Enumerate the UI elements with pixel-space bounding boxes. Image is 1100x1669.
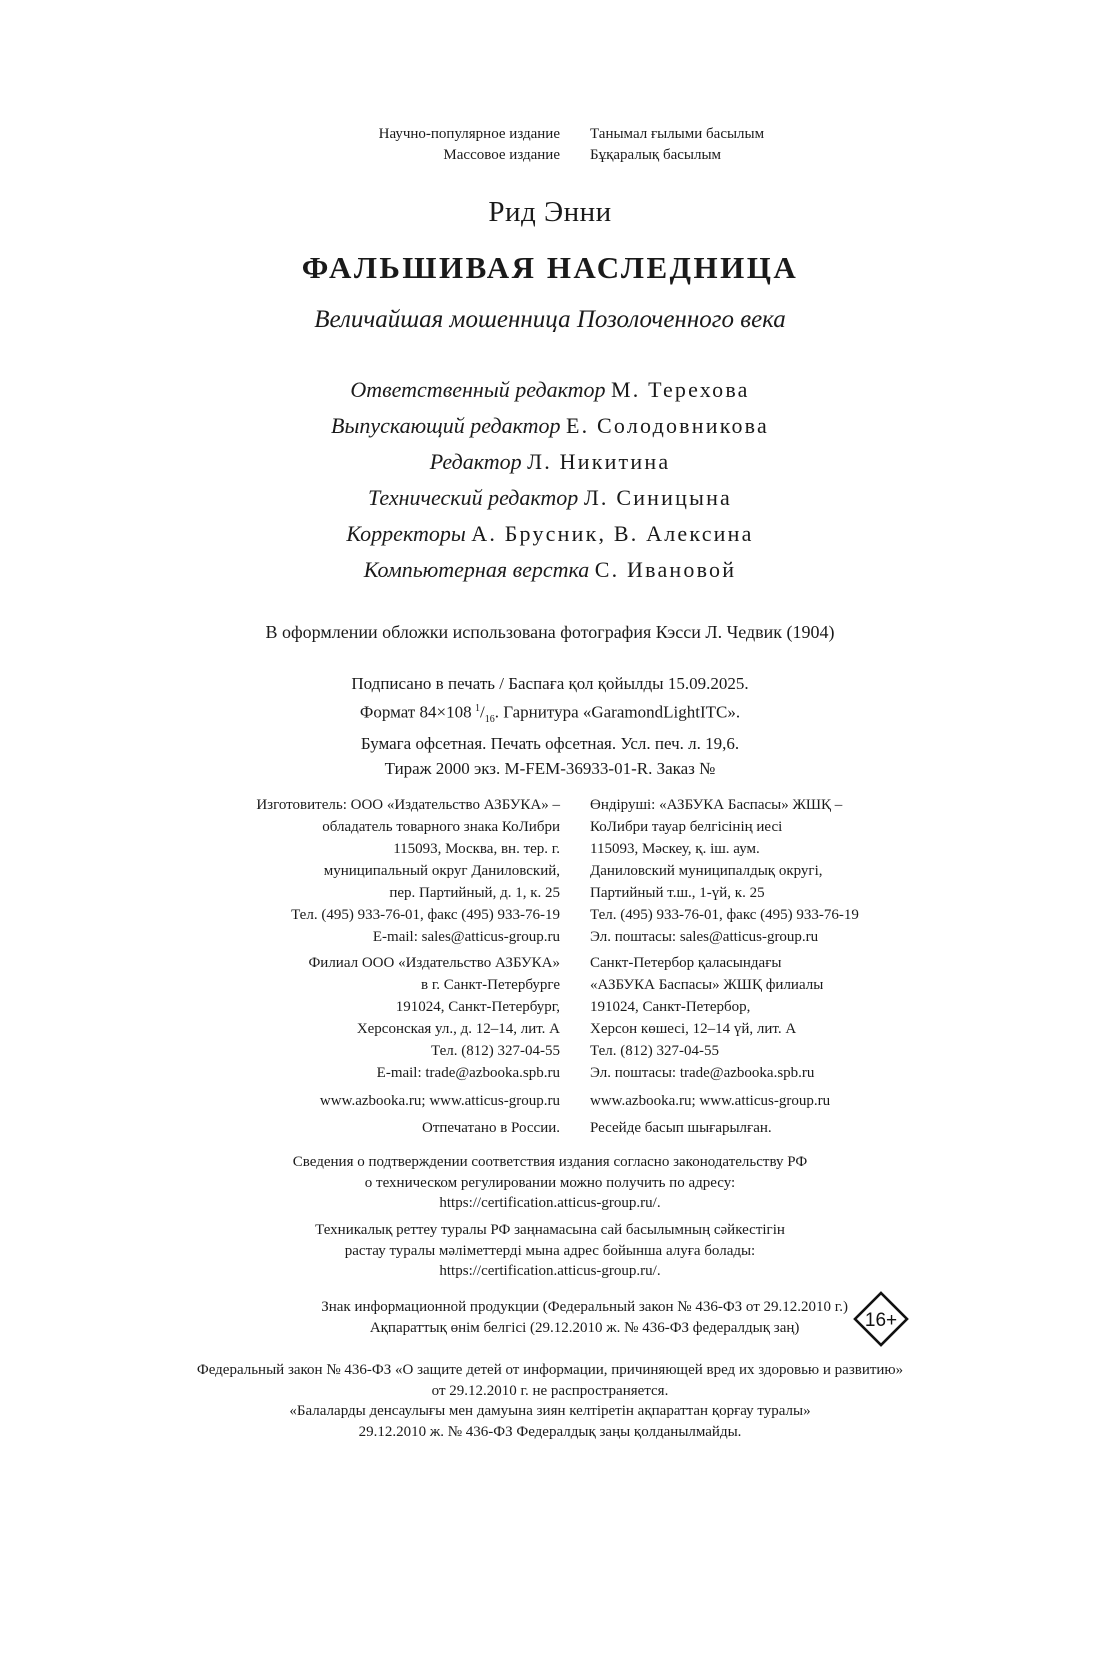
format-fraction-num: 1 bbox=[474, 702, 480, 714]
websites-kz bbox=[590, 1090, 830, 1112]
imprint-line: Тел. (812) 327-04-55 bbox=[431, 1043, 560, 1059]
imprint-email: Эл. поштасы: trade@azbooka.spb.ru bbox=[590, 1065, 815, 1081]
imprint-line: КоЛибри тауар белгісінің иесі bbox=[590, 819, 783, 835]
credit-role: Ответственный редактор bbox=[350, 377, 606, 402]
edition-type-line: Танымал ғылыми басылым bbox=[590, 126, 765, 142]
printed-in-text: Отпечатано в России. bbox=[422, 1120, 560, 1136]
law-notice-line: Федеральный закон № 436-ФЗ «О защите детей от информации, причиняющей вред их здоровью и развитию» bbox=[196, 1362, 904, 1378]
imprint-line: обладатель товарного знака КоЛибри bbox=[322, 819, 560, 835]
imprint-line: Тел. (495) 933-76-01, факс (495) 933-76-19 bbox=[590, 907, 859, 923]
law-notice-line: 29.12.2010 ж. № 436-ФЗ Федералдық заңы қолданылмайды. bbox=[358, 1423, 742, 1440]
edition-type-line: Массовое издание bbox=[443, 147, 560, 163]
credit-line bbox=[0, 444, 1100, 480]
credit-line bbox=[0, 552, 1100, 588]
imprint-line: пер. Партийный, д. 1, к. 25 bbox=[389, 885, 560, 901]
imprint-moscow-ru bbox=[256, 794, 560, 948]
certification-ru bbox=[0, 1152, 1100, 1214]
imprint-spb-kz bbox=[590, 952, 823, 1084]
imprint-line: 191024, Санкт-Петербор, bbox=[590, 999, 751, 1015]
imprint-line: Херсонская ул., д. 12–14, лит. А bbox=[356, 1021, 560, 1037]
credit-line bbox=[0, 516, 1100, 552]
print-run-line: Тираж 2000 экз. M-FEM-36933-01-R. Заказ № bbox=[384, 758, 716, 778]
certification-kz bbox=[0, 1220, 1100, 1282]
info-sign-line: Знак информационной продукции (Федеральный закон № 436-ФЗ от 29.12.2010 г.) bbox=[321, 1299, 848, 1315]
certification-url: https://certification.atticus-group.ru/. bbox=[439, 1195, 661, 1211]
credit-role: Корректоры bbox=[346, 521, 466, 546]
info-sign-text bbox=[321, 1297, 848, 1338]
credit-role: Выпускающий редактор bbox=[331, 413, 561, 438]
credit-name: Л. Никитина bbox=[527, 449, 671, 474]
imprint-line: в г. Санкт-Петербурге bbox=[421, 977, 560, 993]
imprint-line: 115093, Москва, вн. тер. г. bbox=[393, 841, 560, 857]
age-rating-badge bbox=[853, 1291, 909, 1347]
credits bbox=[0, 372, 1100, 588]
format-suffix: . Гарнитура «GaramondLightITC». bbox=[494, 702, 741, 722]
printed-in-ru bbox=[422, 1117, 560, 1139]
credit-line bbox=[0, 372, 1100, 408]
imprint-line: Санкт-Петербор қаласындағы bbox=[590, 955, 782, 971]
credit-name: Л. Синицына bbox=[583, 485, 733, 510]
law-notice bbox=[0, 1360, 1100, 1442]
cover-photo-note: В оформлении обложки использована фотография Кэсси Л. Чедвик (1904) bbox=[265, 622, 835, 642]
imprint-line: Даниловский муниципалдық округі, bbox=[590, 863, 823, 879]
websites-ru bbox=[320, 1090, 560, 1112]
certification-line: растау туралы мәліметтерді мына адрес бойынша алуға болады: bbox=[344, 1242, 756, 1259]
imprint-line: муниципальный округ Даниловский, bbox=[323, 863, 560, 879]
imprint-websites bbox=[0, 1090, 1100, 1114]
imprint-moscow bbox=[0, 794, 1100, 954]
imprint-moscow-kz bbox=[590, 794, 859, 948]
imprint-line: Изготовитель: ООО «Издательство АЗБУКА» – bbox=[256, 797, 560, 813]
format-line: Формат 84×108 $^1/_{16}$. Гарнитура «GaramondLightITC». bbox=[359, 702, 741, 725]
format-prefix: Формат 84×108 bbox=[359, 702, 472, 722]
law-notice-line: «Балаларды денсаулығы мен дамуына зиян келтіретін ақпараттан қорғау туралы» bbox=[289, 1403, 811, 1419]
certification-line: Техникалық реттеу туралы РФ заңнамасына сай басылымның сәйкестігін bbox=[315, 1222, 785, 1238]
imprint-line: Тел. (812) 327-04-55 bbox=[590, 1043, 719, 1059]
imprint-line: 191024, Санкт-Петербург, bbox=[395, 999, 560, 1015]
imprint-line: Партийный т.ш., 1-үй, к. 25 bbox=[590, 885, 765, 901]
edition-types-kz bbox=[590, 124, 764, 166]
website-links: www.azbooka.ru; www.atticus-group.ru bbox=[590, 1093, 831, 1109]
printed-in bbox=[0, 1117, 1100, 1141]
printed-in-text: Ресейде басып шығарылған. bbox=[590, 1120, 772, 1136]
certification-line: о техническом регулировании можно получить по адресу: bbox=[364, 1174, 736, 1191]
credit-name: А. Брусник, В. Алексина bbox=[471, 521, 754, 546]
author: Рид Энни bbox=[488, 196, 612, 228]
print-info bbox=[0, 672, 1100, 781]
paper-line: Бумага офсетная. Печать офсетная. Усл. печ. л. 19,6. bbox=[360, 734, 740, 754]
credit-name: М. Терехова bbox=[610, 377, 750, 402]
edition-type-line: Научно-популярное издание bbox=[378, 126, 560, 142]
imprint-line: Тел. (495) 933-76-01, факс (495) 933-76-19 bbox=[291, 907, 560, 923]
imprint-email: E-mail: sales@atticus-group.ru bbox=[372, 929, 560, 945]
book-title: ФАЛЬШИВАЯ НАСЛЕДНИЦА bbox=[301, 250, 799, 285]
law-notice-line: от 29.12.2010 г. не распространяется. bbox=[431, 1382, 669, 1399]
imprint-email: Эл. поштасы: sales@atticus-group.ru bbox=[590, 929, 819, 945]
imprint-email: E-mail: trade@azbooka.spb.ru bbox=[376, 1065, 560, 1081]
certification-url: https://certification.atticus-group.ru/. bbox=[439, 1263, 661, 1279]
credit-line bbox=[0, 480, 1100, 516]
book-subtitle: Величайшая мошенница Позолоченного века bbox=[314, 306, 786, 333]
credit-name: С. Ивановой bbox=[594, 557, 737, 582]
imprint-line: Херсон көшесі, 12–14 үй, лит. А bbox=[590, 1021, 797, 1037]
imprint-spb-ru bbox=[308, 952, 560, 1084]
age-rating-diamond-icon bbox=[853, 1291, 909, 1347]
signed-date: Подписано в печать / Баспаға қол қойылды 15.09.2025. bbox=[351, 674, 749, 693]
imprint-line: «АЗБУКА Баспасы» ЖШҚ филиалы bbox=[590, 977, 824, 993]
website-links: www.azbooka.ru; www.atticus-group.ru bbox=[319, 1093, 560, 1109]
info-sign-line: Ақпараттық өнім белгісі (29.12.2010 ж. № 436-ФЗ федералдық заң) bbox=[369, 1319, 800, 1336]
edition-types bbox=[0, 124, 1100, 168]
imprint-line: Филиал ООО «Издательство АЗБУКА» bbox=[308, 955, 560, 971]
printed-in-kz bbox=[590, 1117, 772, 1139]
credit-role: Компьютерная верстка bbox=[363, 557, 590, 582]
imprint-line: Өндіруші: «АЗБУКА Баспасы» ЖШҚ – bbox=[590, 797, 843, 813]
credit-line bbox=[0, 408, 1100, 444]
format-fraction-den: 16 bbox=[484, 713, 495, 725]
edition-type-line: Бұқаралық басылым bbox=[590, 147, 722, 163]
imprint-spb bbox=[0, 952, 1100, 1088]
edition-types-ru bbox=[379, 124, 560, 166]
certification-line: Сведения о подтверждении соответствия издания согласно законодательству РФ bbox=[292, 1154, 808, 1170]
credit-name: Е. Солодовникова bbox=[566, 413, 769, 438]
credit-role: Технический редактор bbox=[367, 485, 579, 510]
imprint-line: 115093, Мәскеу, қ. іш. аум. bbox=[590, 841, 760, 857]
credit-role: Редактор bbox=[429, 449, 522, 474]
age-rating-text: 16+ bbox=[864, 1310, 898, 1331]
